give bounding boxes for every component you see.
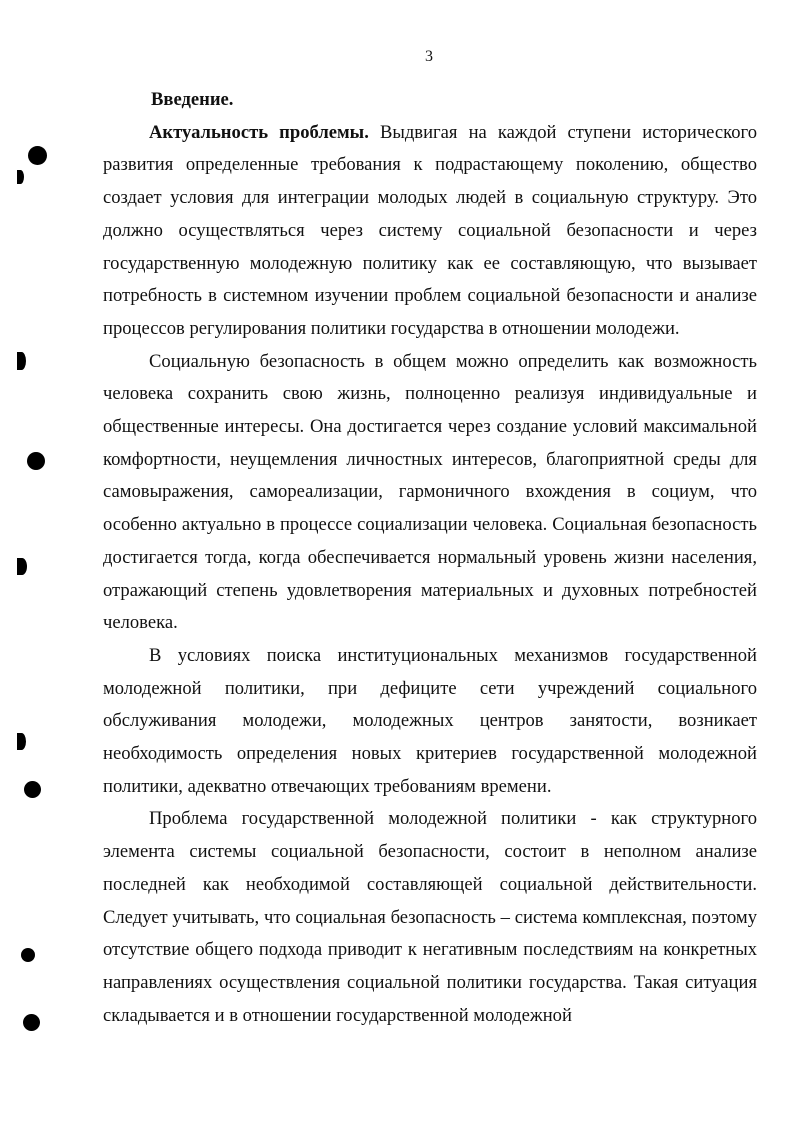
section-heading: Введение. <box>151 89 234 110</box>
binder-hole-mark <box>21 948 35 962</box>
paragraph <box>103 803 757 1032</box>
paragraph-text: Проблема государственной молодежной политики - как структурного элемента системы социальной безопасности, состоит в неполном анализе последней как необходимой составляющей социальной действительности. Следует учитывать, что социальная безопасность – система комплексная, поэтому отсутствие общего подхода приводит к негативным последствиям на конкретных направлениях осуществления социальной политики государства. Такая ситуация складывается и в отношении государственной молодежной <box>103 808 757 1026</box>
paragraph-text: Выдвигая на каждой ступени исторического развития определенные требования к подрастающему поколению, общество создает условия для интеграции молодых людей в социальную структуру. Это должно осуществляться через систему социальной безопасности и через государственную молодежную политику как ее составляющую, что вызывает потребность в системном изучении проблем социальной безопасности и анализе процессов регулирования политики государства в отношении молодежи. <box>103 121 757 339</box>
binder-hole-mark <box>27 452 45 470</box>
paragraph-text: Социальную безопасность в общем можно определить как возможность человека сохранить свою жизнь, полноценно реализуя индивидуальные и общественные интересы. Она достигается через создание условий максимальной комфортности, неущемления личностных интересов, благоприятной среды для самовыражения, самореализации, гармоничного вхождения в социум, что особенно актуально в процессе социализации человека. Социальная безопасность достигается тогда, когда обеспечивается нормальный уровень жизни населения, отражающий степень удовлетворения материальных и духовных потребностей человека. <box>103 350 757 634</box>
page-number: 3 <box>425 48 433 65</box>
paragraph-text: В условиях поиска институциональных механизмов государственной молодежной политики, при дефиците сети учреждений социального обслуживания молодежи, молодежных центров занятости, возникает необходимость определения новых критериев государственной молодежной политики, адекватно отвечающих требованиям времени. <box>103 644 757 797</box>
binder-hole-mark <box>28 146 47 165</box>
binder-hole-mark <box>17 733 26 750</box>
paragraph <box>103 640 757 804</box>
paragraph <box>103 346 757 640</box>
binder-hole-mark <box>17 558 27 575</box>
binder-hole-mark <box>17 352 26 370</box>
paragraph <box>103 117 757 346</box>
binder-hole-mark <box>17 170 24 184</box>
document-body <box>103 84 757 1032</box>
binder-hole-mark <box>23 1014 40 1031</box>
paragraph-lead: Актуальность проблемы. <box>149 121 369 143</box>
binder-hole-mark <box>24 781 41 798</box>
